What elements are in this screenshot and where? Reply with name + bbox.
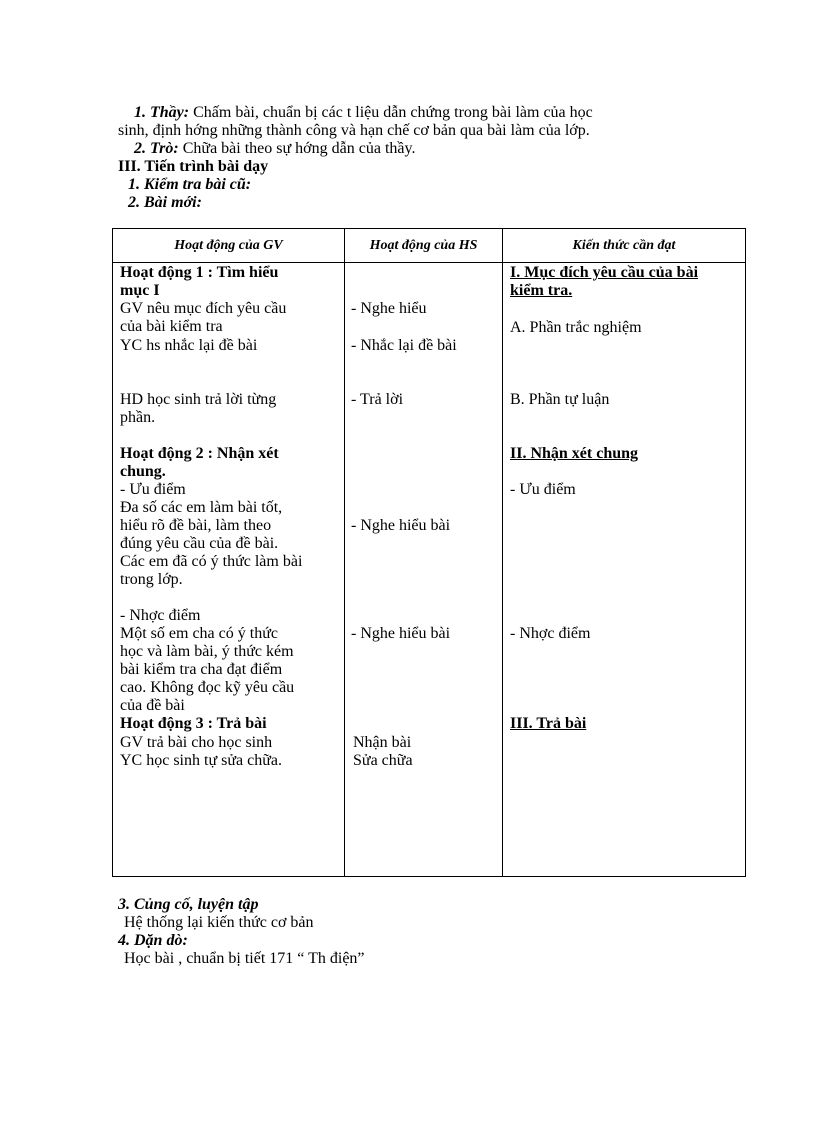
- kt-text: - Ưu điểm: [510, 481, 576, 498]
- teacher-prep-line-2: sinh, định hớng những thành công và hạn chế cơ bản qua bài làm của lớp.: [118, 122, 590, 139]
- kt-text: A. Phần trắc nghiệm: [510, 319, 642, 336]
- gv-text: đúng yêu cầu của đề bài.: [120, 535, 279, 552]
- knowledge-heading-2: II. Nhận xét chung: [510, 445, 639, 462]
- gv-text: Đa số các em làm bài tốt,: [120, 499, 283, 516]
- gv-text: bài kiểm tra cha đạt điểm: [120, 661, 283, 678]
- teacher-label: 1. Thầy:: [134, 104, 190, 121]
- subheading-homework: 4. Dặn dò:: [118, 932, 188, 949]
- hs-text: - Nghe hiểu: [351, 300, 427, 317]
- knowledge-heading-1-cont: kiểm tra.: [510, 282, 573, 299]
- gv-text: Các em đã có ý thức làm bài: [120, 553, 303, 570]
- hs-text: Sửa chữa: [353, 752, 413, 769]
- student-prep-line: 2. Trò: Chữa bài theo sự hớng dẫn của thầy.: [134, 140, 416, 157]
- homework-text: Học bài , chuẩn bị tiết 171 “ Th điện”: [124, 950, 365, 967]
- gv-text: GV trả bài cho học sinh: [120, 734, 273, 751]
- hs-text: Nhận bài: [353, 734, 412, 751]
- activity-2-title: Hoạt động 2 : Nhận xét: [120, 445, 279, 462]
- gv-text: cao. Không đọc kỹ yêu cầu: [120, 679, 295, 696]
- gv-text: của bài kiểm tra: [120, 318, 223, 335]
- activity-1-title: Hoạt động 1 : Tìm hiểu: [120, 264, 279, 281]
- subheading-check-old-lesson: 1. Kiểm tra bài cũ:: [128, 176, 252, 193]
- gv-text: - Ưu điểm: [120, 481, 186, 498]
- subheading-new-lesson: 2. Bài mới:: [128, 194, 202, 211]
- gv-text: của đề bài: [120, 697, 185, 714]
- column-divider-2: [502, 229, 503, 876]
- hs-text: - Trả lời: [351, 391, 404, 408]
- column-divider-1: [344, 229, 345, 876]
- lesson-activity-table: [112, 228, 746, 877]
- kt-text: B. Phần tự luận: [510, 391, 610, 408]
- knowledge-heading-1: I. Mục đích yêu cầu của bài: [510, 264, 699, 281]
- gv-text: HD học sinh trả lời từng: [120, 391, 277, 408]
- kt-text: - Nhợc điểm: [510, 625, 591, 642]
- header-knowledge: Kiến thức cần đạt: [572, 237, 676, 253]
- teacher-prep-line-1: 1. Thầy: Chấm bài, chuẩn bị các t liệu dẫn chứng trong bài làm của học: [134, 104, 593, 121]
- gv-text: học và làm bài, ý thức kém: [120, 643, 294, 660]
- gv-text: - Nhợc điểm: [120, 607, 201, 624]
- section-heading-3: III. Tiến trình bài dạy: [118, 158, 269, 175]
- gv-text: YC hs nhắc lại đề bài: [120, 337, 258, 354]
- activity-2-title-cont: chung.: [120, 463, 166, 480]
- gv-text: phần.: [120, 409, 156, 426]
- activity-3-title: Hoạt động 3 : Trả bài: [120, 715, 267, 732]
- gv-text: Một số em cha có ý thức: [120, 625, 278, 642]
- header-student-activity: Hoạt động của HS: [369, 237, 478, 253]
- hs-text: - Nghe hiểu bài: [351, 517, 451, 534]
- consolidation-text: Hệ thống lại kiến thức cơ bản: [124, 914, 314, 931]
- hs-text: - Nghe hiểu bài: [351, 625, 451, 642]
- gv-text: GV nêu mục đích yêu cầu: [120, 300, 287, 317]
- hs-text: - Nhắc lại đề bài: [351, 337, 457, 354]
- gv-text: trong lớp.: [120, 571, 183, 588]
- activity-1-title-cont: mục I: [120, 282, 160, 299]
- gv-text: hiểu rõ đề bài, làm theo: [120, 517, 272, 534]
- student-label: 2. Trò:: [134, 140, 179, 157]
- subheading-consolidation: 3. Củng cố, luyện tập: [118, 896, 259, 913]
- knowledge-heading-3: III. Trả bài: [510, 715, 587, 732]
- gv-text: YC học sinh tự sửa chữa.: [120, 752, 282, 769]
- header-divider: [113, 262, 745, 263]
- header-teacher-activity: Hoạt động của GV: [174, 237, 283, 253]
